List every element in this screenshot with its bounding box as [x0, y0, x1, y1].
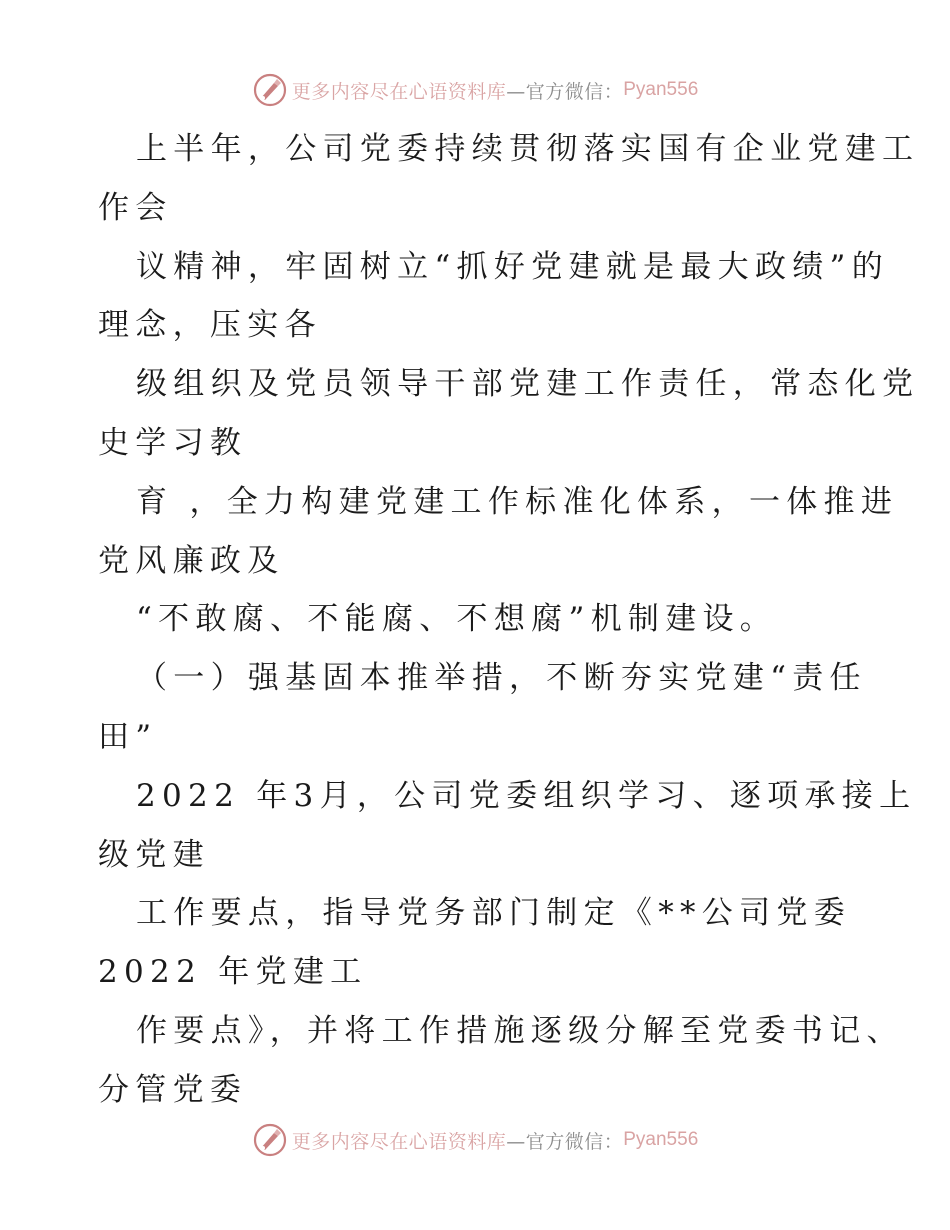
body-line: 分管党委 — [98, 1071, 248, 1108]
pen-logo-icon — [252, 1122, 288, 1158]
watermark-brand-text: 更多内容尽在心语资料库 — [291, 1130, 507, 1153]
body-line: 上半年，公司党委持续贯彻落实国有企业党建工 — [136, 131, 920, 167]
body-line: 议精神，牢固树立“抓好党建就是最大政绩”的 — [136, 248, 889, 285]
watermark-official-text: —官方微信： — [506, 1130, 624, 1153]
body-line: 史学习教 — [98, 424, 248, 461]
watermark-wechat-id: Pyan556 — [623, 79, 699, 100]
body-line: 党风廉政及 — [98, 542, 285, 579]
body-line: 2022 年党建工 — [98, 954, 368, 991]
section-heading: （一）强基固本推举措，不断夯实党建“责任 — [136, 660, 867, 697]
watermark-brand-text: 更多内容尽在心语资料库 — [291, 80, 507, 103]
body-line: 级组织及党员领导干部党建工作责任，常态化党 — [136, 366, 920, 403]
pen-logo-icon — [252, 72, 288, 108]
document-body — [0, 120, 950, 1120]
body-line: 田” — [98, 718, 158, 755]
watermark-wechat-id: Pyan556 — [623, 1129, 699, 1150]
body-line: 工作要点，指导党务部门制定《**公司党委 — [136, 895, 851, 932]
body-line: 育 ，全力构建党建工作标准化体系，一体推进 — [136, 483, 899, 520]
body-line: 理念，压实各 — [98, 307, 322, 344]
body-line: “不敢腐、不能腐、不想腐”机制建设。 — [136, 601, 778, 638]
watermark-banner-bottom — [0, 1120, 950, 1160]
body-line: 作要点》，并将工作措施逐级分解至党委书记、 — [136, 1012, 904, 1049]
body-line: 2022 年3月，公司党委组织学习、逐项承接上 — [136, 777, 917, 814]
body-line: 作会 — [98, 189, 173, 226]
watermark-banner-top — [0, 70, 950, 110]
body-line: 级党建 — [98, 836, 210, 873]
watermark-official-text: —官方微信： — [506, 80, 624, 103]
